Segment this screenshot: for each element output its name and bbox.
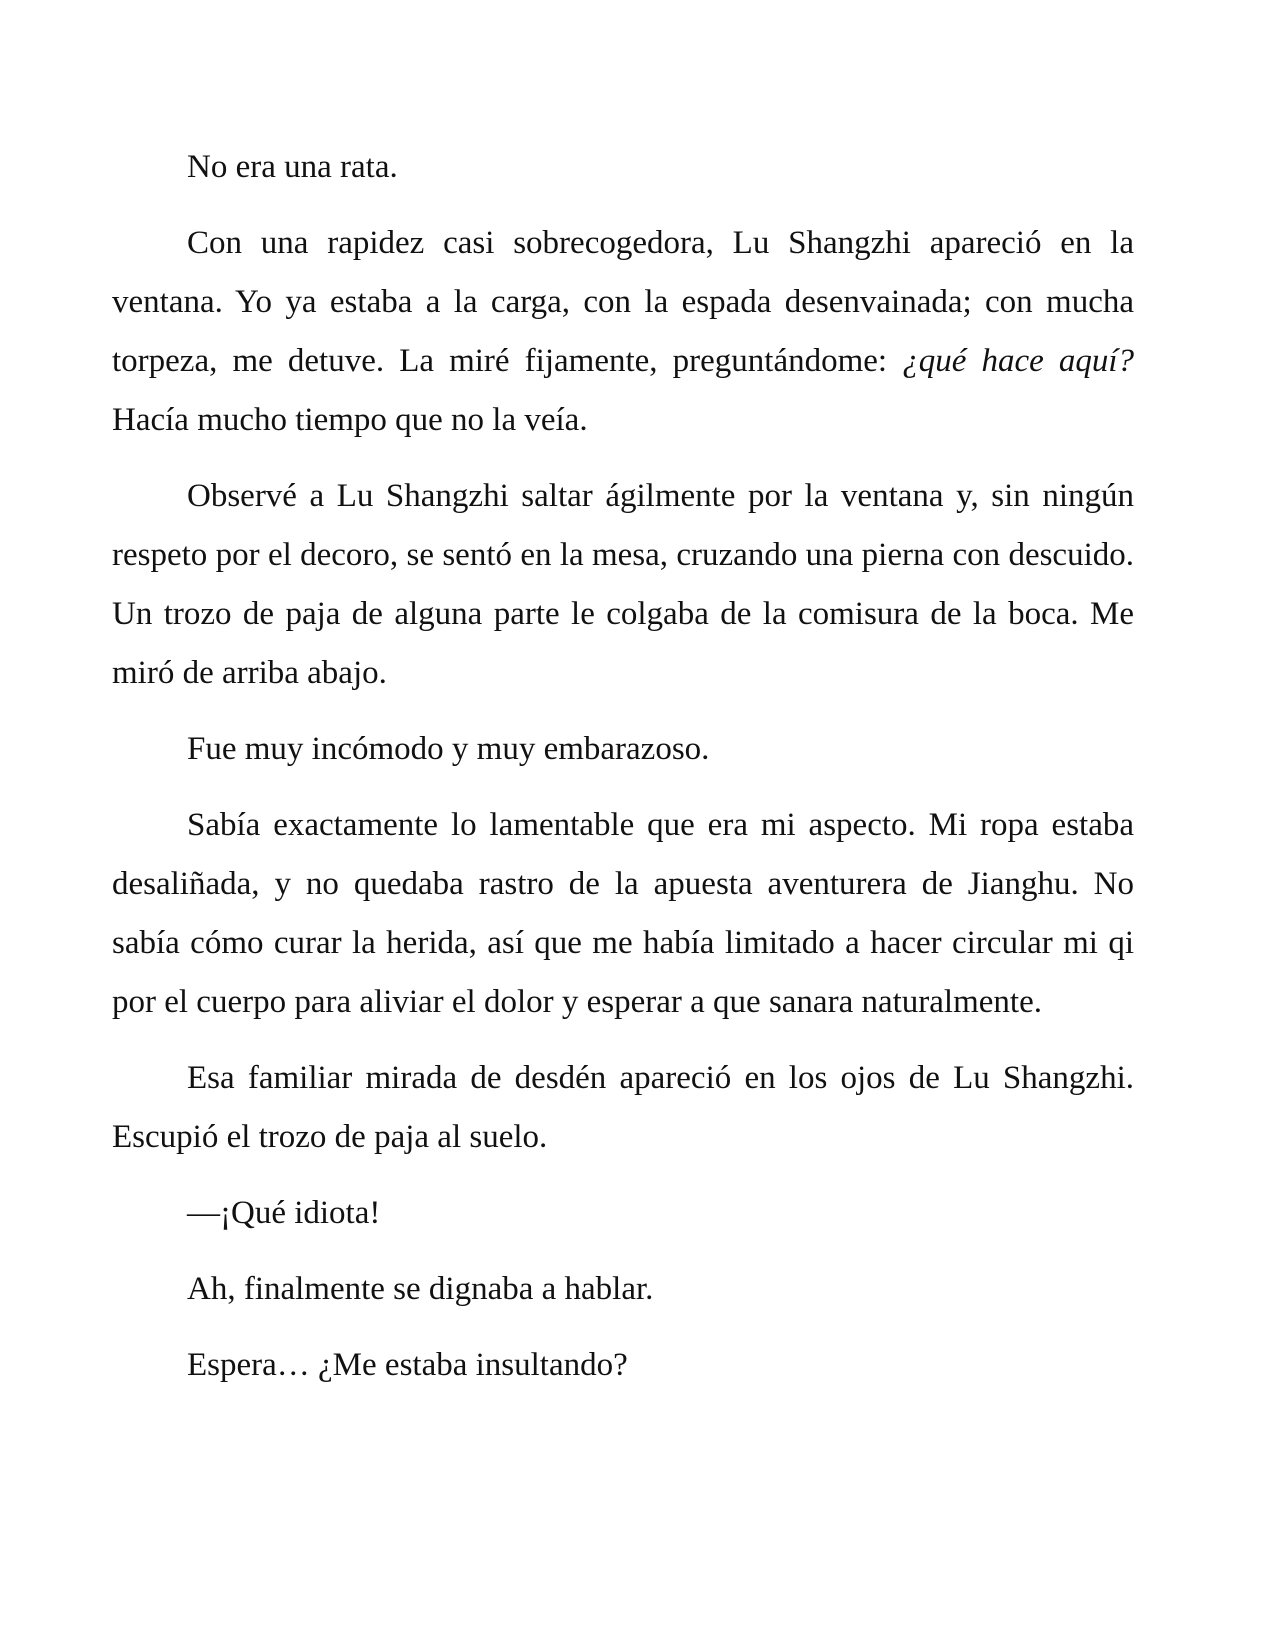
paragraph: Ah, finalmente se dignaba a hablar. — [187, 1271, 654, 1307]
paragraph-text: Hacía mucho tiempo que no la veía. — [112, 402, 588, 438]
paragraph: No era una rata. — [187, 149, 398, 185]
paragraph: Esa familiar mirada de desdén apareció en los ojos de Lu Shangzhi. Escupió el trozo de paja al suelo. — [112, 1060, 1134, 1155]
paragraph: Espera… ¿Me estaba insultando? — [187, 1347, 628, 1383]
paragraph: Fue muy incómodo y muy embarazoso. — [187, 731, 710, 767]
paragraph: Observé a Lu Shangzhi saltar ágilmente por la ventana y, sin ningún respeto por el decoro, se sentó en la mesa, cruzando una pierna con descuido. Un trozo de paja de alguna parte le colgaba de la comisura de la boca. Me miró de arriba abajo. — [112, 478, 1134, 691]
dialogue-line: —¡Qué idiota! — [187, 1195, 381, 1231]
document-page — [112, 138, 1134, 1412]
paragraph-text: Con una rapidez casi sobrecogedora, Lu Shangzhi apareció en la ventana. Yo ya estaba a la carga, con la espada desenvainada; con mucha torpeza, me detuve. La miré fijamente, preguntándome: — [112, 225, 1134, 379]
italic-thought: ¿qué hace aquí? — [902, 343, 1135, 379]
paragraph — [112, 214, 1134, 450]
paragraph: Sabía exactamente lo lamentable que era mi aspecto. Mi ropa estaba desaliñada, y no quedaba rastro de la apuesta aventurera de Jianghu. No sabía cómo curar la herida, así que me había limitado a hacer circular mi qi por el cuerpo para aliviar el dolor y esperar a que sanara naturalmente. — [112, 807, 1134, 1020]
